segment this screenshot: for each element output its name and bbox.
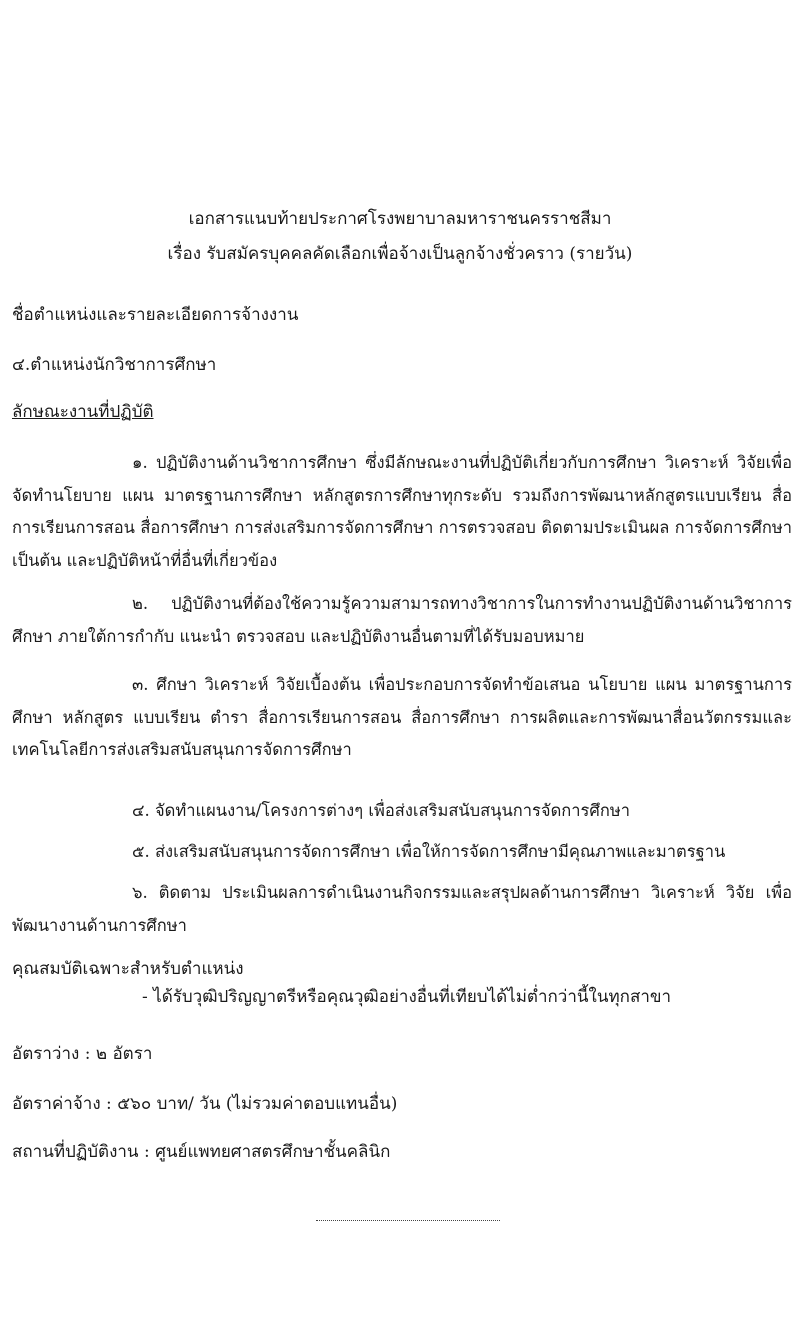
workplace-text: สถานที่ปฏิบัติงาน : ศูนย์แพทยศาสตรศึกษาชั้นคลินิก [12,1142,391,1162]
wage-text: อัตราค่าจ้าง : ๕๖๐ บาท/ วัน (ไม่รวมค่าตอบแทนอื่น) [12,1094,398,1114]
duty-item-4: ๔. จัดทำแผนงาน/โครงการต่างๆ เพื่อส่งเสริมสนับสนุนการจัดการศึกษา [132,801,631,820]
duties-heading: ลักษณะงานที่ปฏิบัติ [12,402,154,422]
end-divider [316,1220,500,1221]
duty-item-3: ๓. ศึกษา วิเคราะห์ วิจัยเบื้องต้น เพื่อประกอบการจัดทำข้อเสนอ นโยบาย แผน มาตรฐานการศึกษา หลักสูตร แบบเรียน ตำรา สื่อการเรียนการสอน สื่อการศึกษา การผลิตและการพัฒนาสื่อนวัตกรรมและเทคโนโลยีการส่งเสริมสนับสนุนการจัดการศึกษา [12,675,792,759]
duty-item-2: ๒. ปฏิบัติงานที่ต้องใช้ความรู้ความสามารถทางวิชาการในการทำงานปฏิบัติงานด้านวิชาการศึกษา ภายใต้การกำกับ แนะนำ ตรวจสอบ และปฏิบัติงานอื่นตามที่ได้รับมอบหมาย [12,594,792,646]
vacancy-text: อัตราว่าง : ๒ อัตรา [12,1044,153,1064]
duty-item-6: ๖. ติดตาม ประเมินผลการดำเนินงานกิจกรรมและสรุปผลด้านการศึกษา วิเคราะห์ วิจัย เพื่อพัฒนางานด้านการศึกษา [12,883,792,935]
section-title: ชื่อตำแหน่งและรายละเอียดการจ้างงาน [12,305,299,325]
position-title: ๔.ตำแหน่งนักวิชาการศึกษา [12,355,217,375]
duty-item-5: ๕. ส่งเสริมสนับสนุนการจัดการศึกษา เพื่อให้การจัดการศึกษามีคุณภาพและมาตรฐาน [132,842,726,861]
header-line-2: เรื่อง รับสมัครบุคคลคัดเลือกเพื่อจ้างเป็นลูกจ้างชั่วคราว (รายวัน) [167,244,633,264]
qualification-text: - ได้รับวุฒิปริญญาตรีหรือคุณวุฒิอย่างอื่นที่เทียบได้ไม่ต่ำกว่านี้ในทุกสาขา [142,987,672,1007]
qualification-heading: คุณสมบัติเฉพาะสำหรับตำแหน่ง [12,959,244,979]
header-line-1: เอกสารแนบท้ายประกาศโรงพยาบาลมหาราชนครราชสีมา [188,209,612,229]
duty-item-1: ๑. ปฏิบัติงานด้านวิชาการศึกษา ซึ่งมีลักษณะงานที่ปฏิบัติเกี่ยวกับการศึกษา วิเคราะห์ วิจัยเพื่อจัดทำนโยบาย แผน มาตรฐานการศึกษา หลักสูตรการศึกษาทุกระดับ รวมถึงการพัฒนาหลักสูตรแบบเรียน สื่อการเรียนการสอน สื่อการศึกษา การส่งเสริมการจัดการศึกษา การตรวจสอบ ติดตามประเมินผล การจัดการศึกษา เป็นต้น และปฏิบัติหน้าที่อื่นที่เกี่ยวข้อง [12,453,792,570]
